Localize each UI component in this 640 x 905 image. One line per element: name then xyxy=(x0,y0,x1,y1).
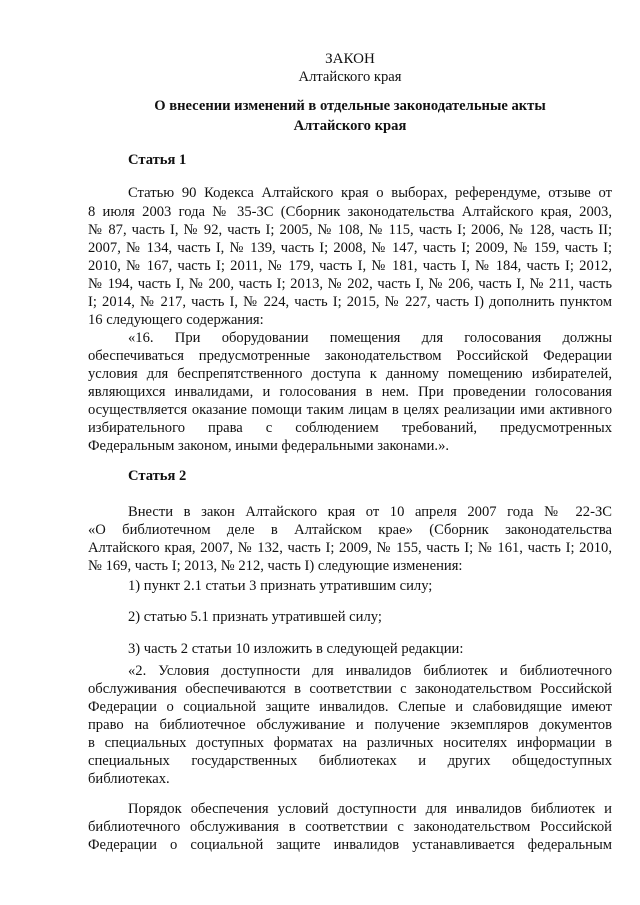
article-2-heading: Статья 2 xyxy=(128,468,187,484)
law-region: Алтайского края xyxy=(298,69,402,85)
list-item: 3) часть 2 статьи 10 изложить в следующей редакции: xyxy=(128,641,464,657)
text-line: библиотеках. xyxy=(88,771,170,787)
text-line: «16. При оборудовании помещения для голосования должны xyxy=(128,330,612,346)
text-line: № 169, часть I; 2013, № 212, часть I) следующие изменения: xyxy=(88,558,463,574)
law-subject-line-1: О внесении изменений в отдельные законодательные акты xyxy=(154,98,546,114)
text-line: 16 следующего содержания: xyxy=(88,312,264,328)
text-line: право на библиотечное обслуживание и получение экземпляров документов xyxy=(88,717,612,733)
text-line: библиотечного обслуживания в соответствии с законодательством Российской xyxy=(88,819,612,835)
law-subject-line-2: Алтайского края xyxy=(293,118,407,134)
text-line: специальных государственных библиотеках и других общедоступных xyxy=(88,753,612,769)
text-line: избирательного права с соблюдением требований, предусмотренных xyxy=(88,420,612,436)
text-line: Статью 90 Кодекса Алтайского края о выборах, референдуме, отзыве от xyxy=(128,185,612,201)
text-line: I; 2014, № 217, часть I, № 224, часть I; 2015, № 227, часть I) дополнить пунктом xyxy=(88,294,612,310)
text-line: Федеральным законом, иными федеральными законами.». xyxy=(88,438,450,454)
law-title: ЗАКОН xyxy=(325,51,375,67)
text-line: обеспечиваться предусмотренные законодательством Российской Федерации xyxy=(88,348,612,364)
text-line: обслуживания обеспечиваются в соответствии с законодательством Российской xyxy=(88,681,612,697)
text-line: Алтайского края, 2007, № 132, часть I; 2009, № 155, часть I; № 161, часть I; 2010, xyxy=(88,540,612,556)
text-line: 2007, № 134, часть I, № 139, часть I; 2008, № 147, часть I; 2009, № 159, часть I; xyxy=(88,240,612,256)
text-line: № 194, часть I, № 200, часть I; 2013, № 202, часть I, № 206, часть I, № 211, часть xyxy=(88,276,612,292)
text-line: осуществляется оказание помощи таким лицам в целях реализации ими активного xyxy=(88,402,612,418)
list-item: 2) статью 5.1 признать утратившей силу; xyxy=(128,609,382,625)
text-line: «2. Условия доступности для инвалидов библиотек и библиотечного xyxy=(128,663,612,679)
text-line: Внести в закон Алтайского края от 10 апреля 2007 года № 22-ЗС xyxy=(128,504,612,520)
article-1-heading: Статья 1 xyxy=(128,152,187,168)
text-line: 2010, № 167, часть I; 2011, № 179, часть I, № 181, часть I, № 184, часть I; 2012, xyxy=(88,258,612,274)
text-line: в специальных доступных форматах на различных носителях информации в xyxy=(88,735,612,751)
text-line: № 87, часть I, № 92, часть I; 2005, № 108, № 115, часть I; 2006, № 128, часть II; xyxy=(88,222,612,238)
text-line: Федерации о социальной защите инвалидов. Слепые и слабовидящие имеют xyxy=(88,699,612,715)
text-line: «О библиотечном деле в Алтайском крае» (Сборник законодательства xyxy=(88,522,612,538)
text-line: являющихся инвалидами, и голосования в нем. При проведении голосования xyxy=(88,384,612,400)
text-line: 8 июля 2003 года № 35-ЗС (Сборник законодательства Алтайского края, 2003, xyxy=(88,204,612,220)
text-line: условия для беспрепятственного доступа к данному помещению избирателей, xyxy=(88,366,612,382)
text-line: Федерации о социальной защите инвалидов устанавливается федеральным xyxy=(88,837,612,853)
text-line: Порядок обеспечения условий доступности для инвалидов библиотек и xyxy=(128,801,612,817)
list-item: 1) пункт 2.1 статьи 3 признать утратившим силу; xyxy=(128,578,433,594)
